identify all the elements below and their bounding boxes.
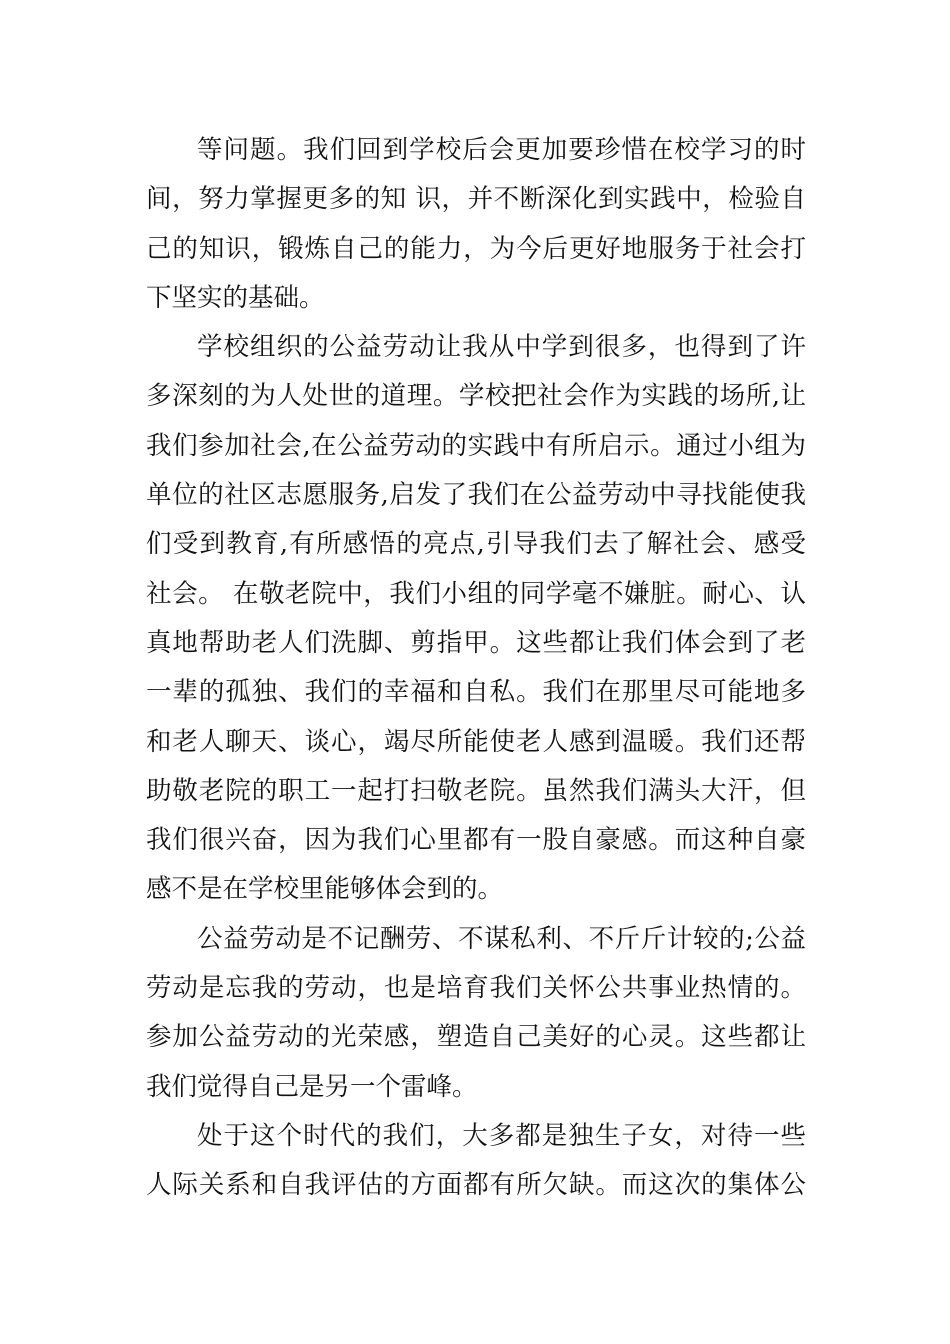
text-line: 一辈的孤独、我们的幸福和自私。我们在那里尽可能地多: [146, 677, 806, 708]
text-line: 等问题。我们回到学校后会更加要珍惜在校学习的时: [197, 135, 806, 165]
text-line: 己的知识，锻炼自己的能力，为今后更好地服务于社会打: [146, 233, 806, 264]
text-line: 学校组织的公益劳动让我从中学到很多，也得到了许: [197, 332, 806, 363]
text-line: 社会。 在敬老院中，我们小组的同学毫不嫌脏。耐心、认: [146, 578, 806, 609]
text-line: 们受到教育,有所感悟的亮点,引导我们去了解社会、感受: [146, 529, 806, 560]
paragraph: [146, 323, 806, 915]
text-line: 单位的社区志愿服务,启发了我们在公益劳动中寻找能使我: [146, 480, 806, 511]
text-line: 和老人聊天、谈心，竭尽所能使老人感到温暖。我们还帮: [146, 726, 806, 757]
text-line: 多深刻的为人处世的道理。学校把社会作为实践的场所,让: [146, 381, 806, 412]
text-line: 处于这个时代的我们，大多都是独生子女，对待一些: [197, 1120, 806, 1151]
text-line: 参加公益劳动的光荣感，塑造自己美好的心灵。这些都让: [146, 1022, 806, 1053]
text-line: 公益劳动是不记酬劳、不谋私利、不斤斤计较的;公益: [197, 923, 806, 954]
text-line: 人际关系和自我评估的方面都有所欠缺。而这次的集体公: [146, 1170, 806, 1201]
text-line: 我们很兴奋，因为我们心里都有一股自豪感。而这种自豪: [146, 825, 806, 856]
text-line: 我们觉得自己是另一个雷峰。: [146, 1071, 478, 1102]
text-line: 劳动是忘我的劳动，也是培育我们关怀公共事业热情的。: [146, 973, 806, 1004]
text-line: 助敬老院的职工一起打扫敬老院。虽然我们满头大汗，但: [146, 775, 806, 806]
text-line: 间，努力掌握更多的知 识，并不断深化到实践中，检验自: [146, 184, 806, 215]
paragraph: [146, 1112, 806, 1211]
text-line: 下坚实的基础。: [146, 282, 325, 313]
text-line: 真地帮助老人们洗脚、剪指甲。这些都让我们体会到了老: [146, 627, 806, 658]
text-line: 我们参加社会,在公益劳动的实践中有所启示。通过小组为: [146, 430, 806, 461]
paragraph: [146, 126, 806, 323]
document-body: [146, 126, 806, 1211]
text-line: 感不是在学校里能够体会到的。: [146, 874, 504, 905]
paragraph: [146, 915, 806, 1112]
